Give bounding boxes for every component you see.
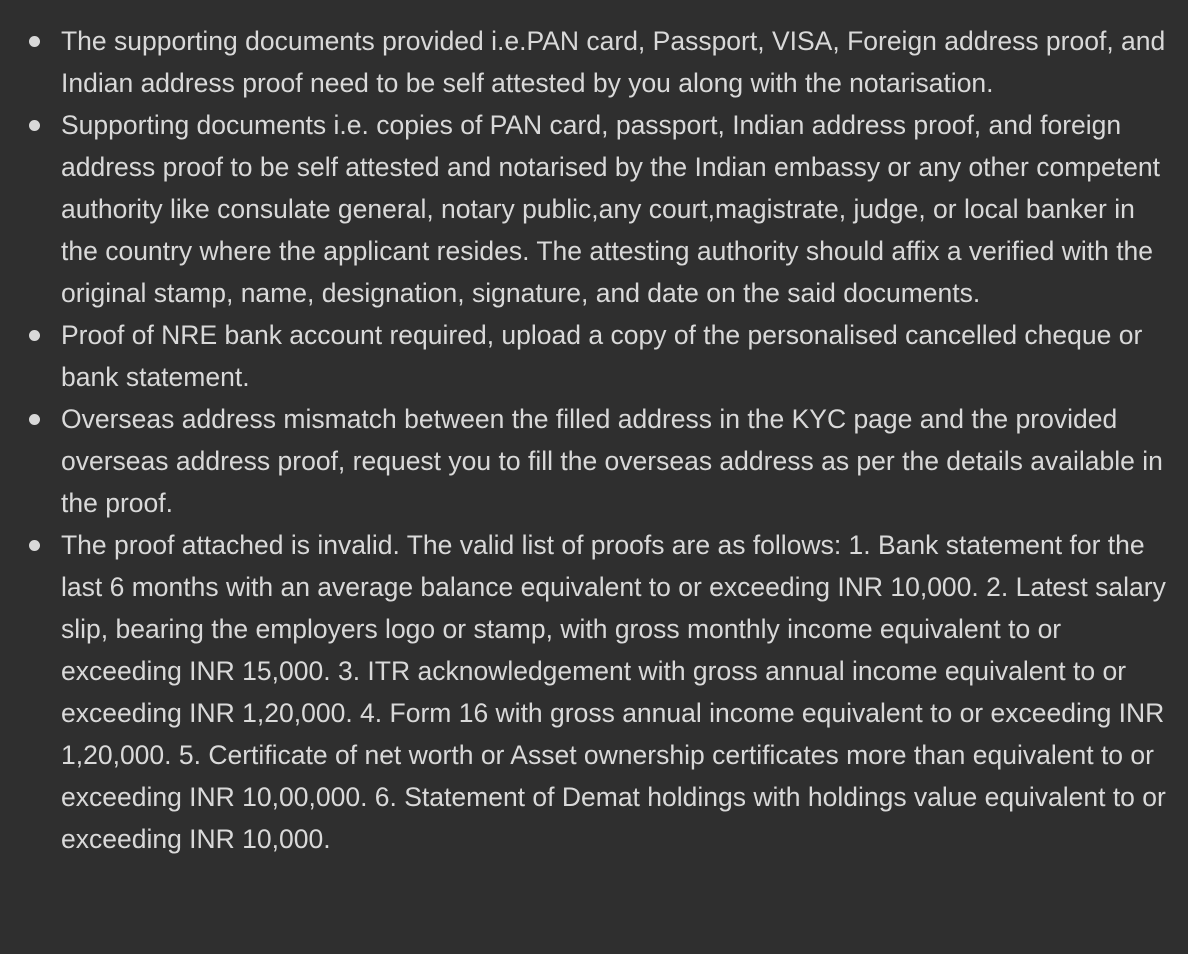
list-item (0, 104, 1178, 314)
bullet-icon (29, 120, 40, 131)
list-item (0, 398, 1178, 524)
list-item-text: Supporting documents i.e. copies of PAN card, passport, Indian address proof, and foreign address proof to be self attested and notarised by the Indian embassy or any other competent authority like consulate general, notary public,any court,magistrate, judge, or local banker in the country where the applicant resides. The attesting authority should affix a verified with the original stamp, name, designation, signature, and date on the said documents. (61, 110, 1160, 308)
bullet-icon (29, 36, 40, 47)
list-item-text: Overseas address mismatch between the filled address in the KYC page and the provided overseas address proof, request you to fill the overseas address as per the details available in the proof. (61, 404, 1163, 518)
list-item-text: Proof of NRE bank account required, upload a copy of the personalised cancelled cheque or bank statement. (61, 320, 1143, 392)
requirements-list (0, 20, 1178, 860)
list-item (0, 314, 1178, 398)
list-item-text: The proof attached is invalid. The valid list of proofs are as follows: 1. Bank statement for the last 6 months with an average balance equivalent to or exceeding INR 10,000. 2. Latest salary slip, bearing the employers logo or stamp, with gross monthly income equivalent to or exceeding INR 15,000. 3. ITR acknowledgement with gross annual income equivalent to or exceeding INR 1,20,000. 4. Form 16 with gross annual income equivalent to or exceeding INR 1,20,000. 5. Certificate of net worth or Asset ownership certificates more than equivalent to or exceeding INR 10,00,000. 6. Statement of Demat holdings with holdings value equivalent to or exceeding INR 10,000. (61, 530, 1166, 854)
bullet-icon (29, 330, 40, 341)
list-item (0, 524, 1178, 860)
list-item (0, 20, 1178, 104)
bullet-icon (29, 540, 40, 551)
bullet-icon (29, 414, 40, 425)
list-item-text: The supporting documents provided i.e.PAN card, Passport, VISA, Foreign address proof, and Indian address proof need to be self attested by you along with the notarisation. (61, 26, 1166, 98)
